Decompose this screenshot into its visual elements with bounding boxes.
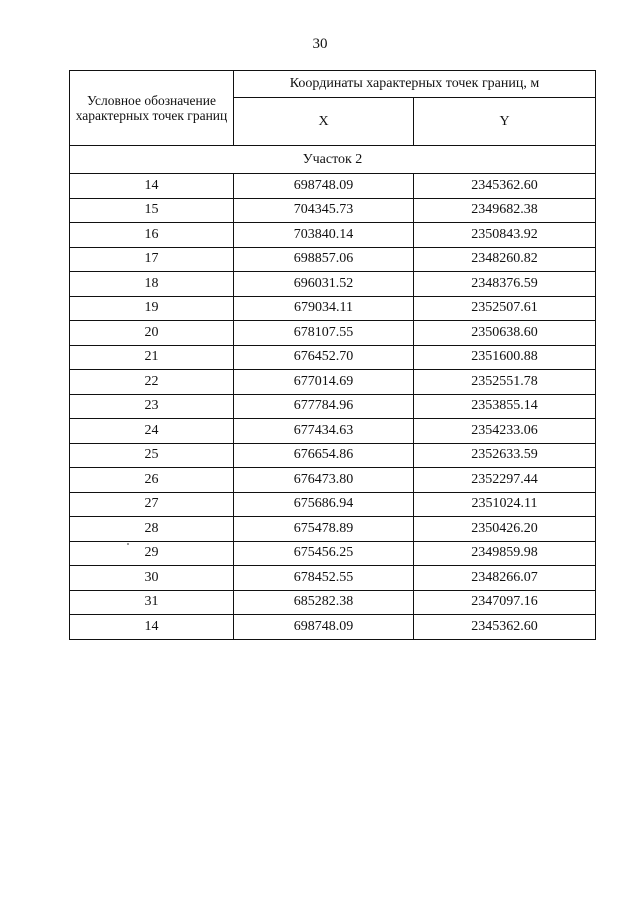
table-row — [70, 492, 596, 517]
x-coordinate-cell: 704345.73 — [234, 198, 414, 223]
point-number-cell: 16 — [70, 223, 234, 248]
point-number-cell: 26 — [70, 468, 234, 493]
table-row — [70, 394, 596, 419]
y-coordinate-cell: 2349859.98 — [414, 541, 596, 566]
x-coordinate-cell: 678107.55 — [234, 321, 414, 346]
x-coordinate-cell: 698748.09 — [234, 615, 414, 640]
table-row — [70, 321, 596, 346]
table-row — [70, 566, 596, 591]
coordinates-table — [69, 70, 596, 640]
x-coordinate-cell: 677014.69 — [234, 370, 414, 395]
x-coordinate-cell: 675456.25 — [234, 541, 414, 566]
y-coordinate-cell: 2348376.59 — [414, 272, 596, 297]
point-number-cell: 31 — [70, 590, 234, 615]
y-coordinate-cell: 2351600.88 — [414, 345, 596, 370]
point-number-cell: 29 — [70, 541, 234, 566]
table-row — [70, 296, 596, 321]
table-row — [70, 223, 596, 248]
y-coordinate-cell: 2352297.44 — [414, 468, 596, 493]
table-row — [70, 541, 596, 566]
x-coordinate-cell: 676452.70 — [234, 345, 414, 370]
table-row — [70, 247, 596, 272]
table-row — [70, 615, 596, 640]
x-coordinate-cell: 677784.96 — [234, 394, 414, 419]
y-coordinate-cell: 2354233.06 — [414, 419, 596, 444]
point-number-cell: 28 — [70, 517, 234, 542]
x-coordinate-cell: 675686.94 — [234, 492, 414, 517]
x-coordinate-cell: 675478.89 — [234, 517, 414, 542]
y-coordinate-cell: 2353855.14 — [414, 394, 596, 419]
y-coordinate-cell: 2350843.92 — [414, 223, 596, 248]
y-coordinate-cell: 2352551.78 — [414, 370, 596, 395]
header-y: Y — [414, 98, 596, 146]
x-coordinate-cell: 678452.55 — [234, 566, 414, 591]
point-number-cell: 18 — [70, 272, 234, 297]
table-row — [70, 590, 596, 615]
y-coordinate-cell: 2350638.60 — [414, 321, 596, 346]
section-title: Участок 2 — [70, 146, 596, 174]
x-coordinate-cell: 677434.63 — [234, 419, 414, 444]
y-coordinate-cell: 2352507.61 — [414, 296, 596, 321]
point-number-cell: 15 — [70, 198, 234, 223]
x-coordinate-cell: 703840.14 — [234, 223, 414, 248]
x-coordinate-cell: 696031.52 — [234, 272, 414, 297]
table-row — [70, 419, 596, 444]
point-number-cell: 17 — [70, 247, 234, 272]
point-number-cell: 21 — [70, 345, 234, 370]
header-coordinates-title: Координаты характерных точек границ, м — [234, 71, 596, 98]
table-row — [70, 272, 596, 297]
x-coordinate-cell: 679034.11 — [234, 296, 414, 321]
x-coordinate-cell: 676654.86 — [234, 443, 414, 468]
x-coordinate-cell: 698748.09 — [234, 174, 414, 199]
y-coordinate-cell: 2350426.20 — [414, 517, 596, 542]
table-row — [70, 198, 596, 223]
table-row — [70, 517, 596, 542]
y-coordinate-cell: 2348266.07 — [414, 566, 596, 591]
y-coordinate-cell: 2348260.82 — [414, 247, 596, 272]
point-number-cell: 30 — [70, 566, 234, 591]
point-number-cell: 22 — [70, 370, 234, 395]
table-row — [70, 174, 596, 199]
table-row — [70, 370, 596, 395]
header-point-designation: Условное обозначение характерных точек границ — [70, 71, 234, 146]
scan-speck — [127, 543, 129, 545]
y-coordinate-cell: 2345362.60 — [414, 615, 596, 640]
point-number-cell: 14 — [70, 174, 234, 199]
point-number-cell: 24 — [70, 419, 234, 444]
point-number-cell: 23 — [70, 394, 234, 419]
x-coordinate-cell: 698857.06 — [234, 247, 414, 272]
point-number-cell: 25 — [70, 443, 234, 468]
y-coordinate-cell: 2352633.59 — [414, 443, 596, 468]
table-row — [70, 468, 596, 493]
point-number-cell: 27 — [70, 492, 234, 517]
y-coordinate-cell: 2351024.11 — [414, 492, 596, 517]
x-coordinate-cell: 685282.38 — [234, 590, 414, 615]
page-number: 30 — [312, 36, 328, 52]
point-number-cell: 20 — [70, 321, 234, 346]
table-row — [70, 443, 596, 468]
table-row — [70, 345, 596, 370]
x-coordinate-cell: 676473.80 — [234, 468, 414, 493]
point-number-cell: 19 — [70, 296, 234, 321]
y-coordinate-cell: 2347097.16 — [414, 590, 596, 615]
header-x: X — [234, 98, 414, 146]
y-coordinate-cell: 2349682.38 — [414, 198, 596, 223]
section-row — [70, 146, 596, 174]
point-number-cell: 14 — [70, 615, 234, 640]
y-coordinate-cell: 2345362.60 — [414, 174, 596, 199]
